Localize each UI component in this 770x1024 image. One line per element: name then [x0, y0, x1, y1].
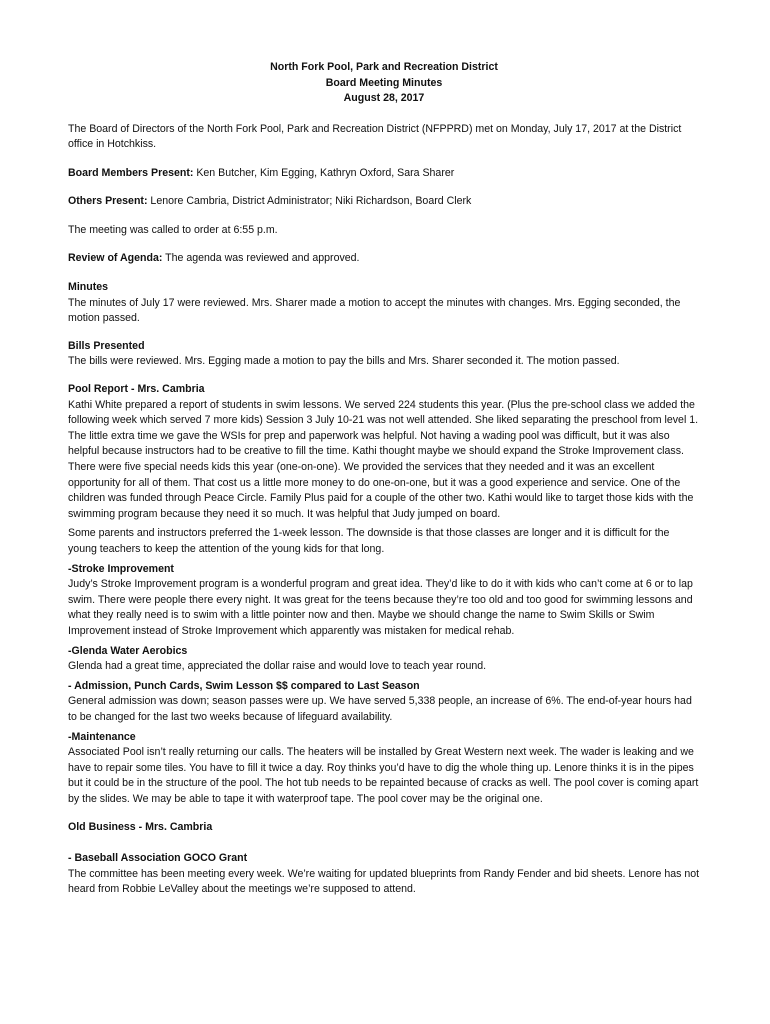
agenda-text: The agenda was reviewed and approved. [162, 252, 360, 265]
others-present-names: Lenore Cambria, District Administrator; Niki Richardson, Board Clerk [147, 195, 472, 208]
intro-paragraph: The Board of Directors of the North Fork Pool, Park and Recreation District (NFPPRD) met on Monday, July 17, 2017 at the District office in Hotchkiss. [68, 122, 682, 151]
admission-text: General admission was down; season passes were up. We have served 5,338 people, an increase of 6%. The end-of-year hours had to be changed for the last two weeks because of lifeguard availability. [68, 695, 692, 723]
meeting-date: August 28, 2017 [343, 92, 425, 104]
district-name: North Fork Pool, Park and Recreation District [270, 61, 498, 73]
pool-report-paragraph-1: Kathi White prepared a report of students in swim lessons. We served 224 students this year. (Plus the pre-school class we added the following week which served 7 more kids) Session 3 July 10-21 was not well attended. She liked separating the preschool from level 1. The little extra time we gave the WSIs for prep and paperwork was helpful. Not having a wading pool was difficult, but it was also helpful because instructors had to be creative to fill the time. Kathi thought maybe we should expand the Stroke Improvement class. There were five special needs kids this year (one-on-one). We provided the services that they needed and it was an excellent opportunity for all of them. That cost us a little more money to do one-on-one, but it was a good experience and service. One of the children was funded through Peace Circle. Family Plus paid for a couple of the other two. Kathi would like to target those kids with the swimming program because they need it so much. It was helpful that Judy jumped on board. [68, 398, 699, 520]
board-members-names: Ken Butcher, Kim Egging, Kathryn Oxford, Sara Sharer [193, 166, 455, 179]
others-present [68, 194, 700, 210]
pool-report-paragraph-2: Some parents and instructors preferred the 1-week lesson. The downside is that those classes are longer and it is difficult for the young teachers to keep the attention of the young kids for that long. [68, 527, 670, 555]
agenda-label: Review of Agenda: [68, 252, 163, 265]
others-present-label: Others Present: [68, 195, 148, 208]
call-to-order: The meeting was called to order at 6:55 p.m. [68, 223, 278, 236]
minutes-heading: Minutes [68, 281, 109, 294]
document-title: Board Meeting Minutes [325, 76, 443, 89]
admission-section [68, 679, 700, 726]
water-aerobics-section [68, 644, 700, 675]
board-members-label: Board Members Present: [68, 166, 194, 179]
goco-grant-section [68, 851, 700, 898]
maintenance-heading: -Maintenance [68, 730, 136, 743]
admission-heading: - Admission, Punch Cards, Swim Lesson $$ compared to Last Season [68, 679, 420, 692]
maintenance-text: Associated Pool isn’t really returning our calls. The heaters will be installed by Great Western next week. The wader is leaking and we have to repair some tiles. You have to fill it twice a day. Roy thinks you’d have to dig the whole thing up. Lenore thinks it is in the pipes but it could be in the structure of the pool. The hot tub needs to be repainted because of cracks as well. The pool cover is coming apart by the slides. We may be able to tape it with waterproof tape. The pool cover may be the original one. [68, 746, 699, 805]
goco-grant-text: The committee has been meeting every week. We’re waiting for updated blueprints from Randy Fender and bid sheets. Lenore has not heard from Robbie LeValley about the meetings we’re supposed to attend. [68, 867, 700, 896]
stroke-improvement-text: Judy’s Stroke Improvement program is a wonderful program and great idea. They’d like to do it with kids who can’t come at 6 or to lap swim. There were people there every night. It was great for the teens because they’re too old and too good for swimming lessons and what they really need is to swim with a little pointer now and then. Maybe we should change the name to Swim Skills or Swim Improvement instead of Stroke Improvement which apparently was mistaken for medical rehab. [68, 578, 693, 637]
water-aerobics-heading: -Glenda Water Aerobics [68, 644, 188, 657]
pool-report-heading: Pool Report - Mrs. Cambria [68, 383, 205, 396]
bills-text: The bills were reviewed. Mrs. Egging made a motion to pay the bills and Mrs. Sharer seconded it. The motion passed. [68, 355, 620, 368]
stroke-improvement-section [68, 562, 700, 640]
bills-section [68, 339, 700, 370]
maintenance-section [68, 730, 700, 808]
pool-report-section [68, 382, 700, 558]
old-business-heading: Old Business - Mrs. Cambria [68, 821, 213, 834]
bills-heading: Bills Presented [68, 339, 145, 352]
review-of-agenda [68, 251, 700, 267]
stroke-improvement-heading: -Stroke Improvement [68, 562, 174, 575]
minutes-section [68, 280, 700, 327]
goco-grant-heading: - Baseball Association GOCO Grant [68, 852, 248, 865]
board-members-present [68, 166, 700, 182]
document-header [68, 60, 700, 107]
minutes-text: The minutes of July 17 were reviewed. Mrs. Sharer made a motion to accept the minutes with changes. Mrs. Egging seconded, the motion passed. [68, 296, 681, 325]
water-aerobics-text: Glenda had a great time, appreciated the dollar raise and would love to teach year round. [68, 660, 487, 673]
